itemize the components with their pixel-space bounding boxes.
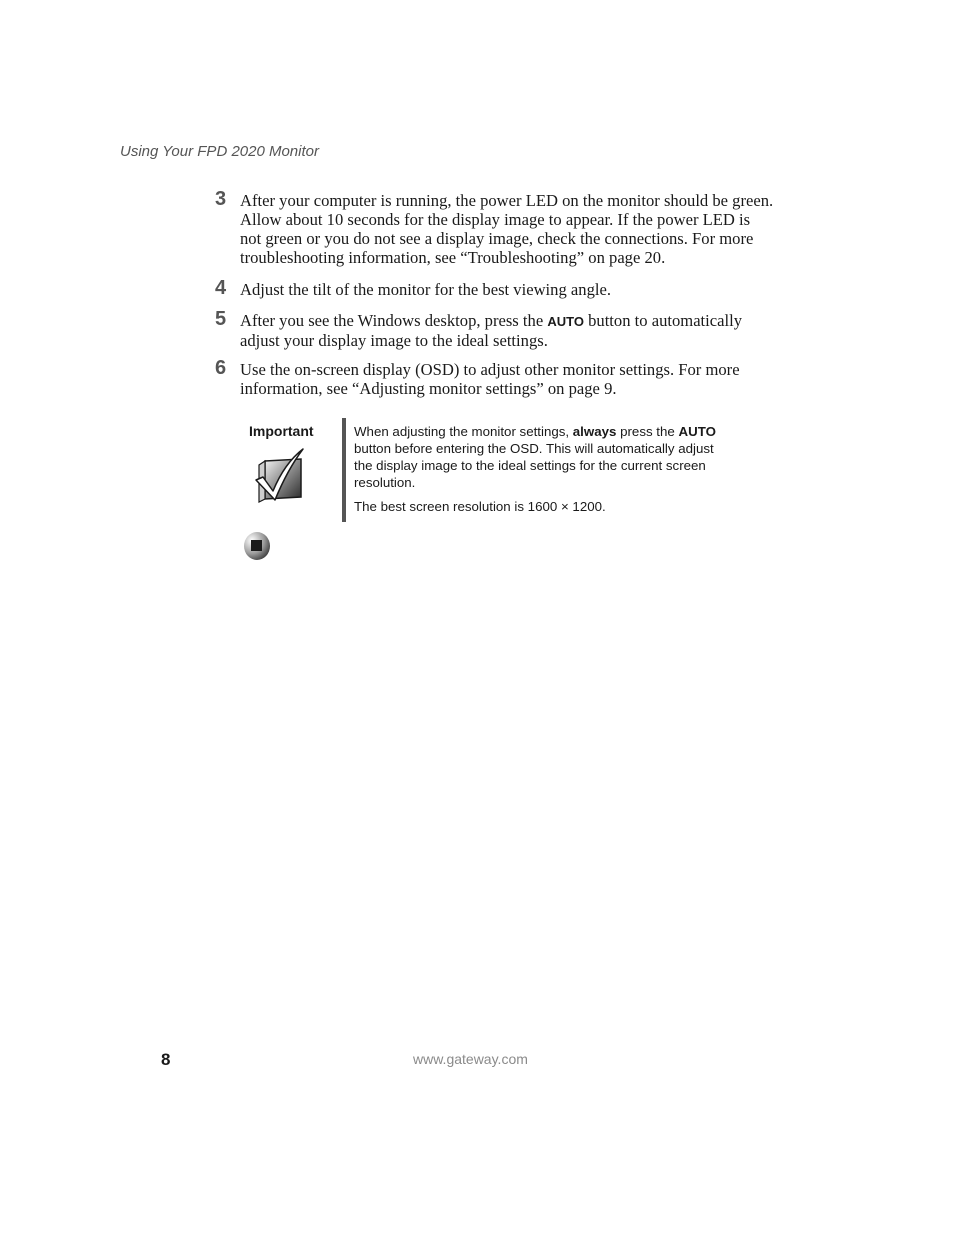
step-text-before: After you see the Windows desktop, press the — [240, 311, 548, 330]
step-5 — [215, 308, 775, 350]
step-text — [240, 311, 775, 350]
step-number: 5 — [215, 308, 227, 330]
step-number: 3 — [215, 188, 227, 210]
note-paragraph: The best screen resolution is 1600 × 1200. — [354, 499, 606, 514]
auto-key-label: AUTO — [547, 314, 584, 329]
step-4 — [215, 277, 775, 299]
note-text-segment: press the — [616, 424, 679, 439]
important-label: Important — [249, 423, 314, 439]
step-number: 4 — [215, 277, 227, 299]
step-6 — [215, 357, 775, 398]
footer-url: www.gateway.com — [413, 1051, 528, 1067]
important-note — [354, 423, 716, 522]
stop-icon — [243, 531, 271, 561]
note-emphasis: always — [572, 424, 617, 439]
note-key-label: AUTO — [678, 424, 716, 439]
step-3 — [215, 188, 775, 267]
note-paragraph — [354, 423, 716, 491]
step-text-after: button to automatically adjust your display image to the ideal settings. — [240, 311, 743, 350]
step-text: Use the on-screen display (OSD) to adjust other monitor settings. For more information, see “Adjusting monitor settings” on page 9. — [240, 360, 740, 398]
checkmark-icon — [253, 447, 305, 503]
note-text-segment: When adjusting the monitor settings, — [354, 424, 573, 439]
note-divider — [342, 418, 346, 522]
page-number: 8 — [161, 1050, 171, 1069]
running-header: Using Your FPD 2020 Monitor — [120, 143, 319, 160]
step-text: Adjust the tilt of the monitor for the best viewing angle. — [240, 280, 611, 299]
step-number: 6 — [215, 357, 227, 379]
note-text-segment: button before entering the OSD. This will automatically adjust the display image to the ideal settings for the current screen resolution. — [354, 441, 714, 490]
step-text: After your computer is running, the power LED on the monitor should be green. Allow about 10 seconds for the display image to appear. If the power LED is not green or you do not see a display image, check the connections. For more troubleshooting information, see “Troubleshooting” on page 20. — [240, 191, 774, 267]
